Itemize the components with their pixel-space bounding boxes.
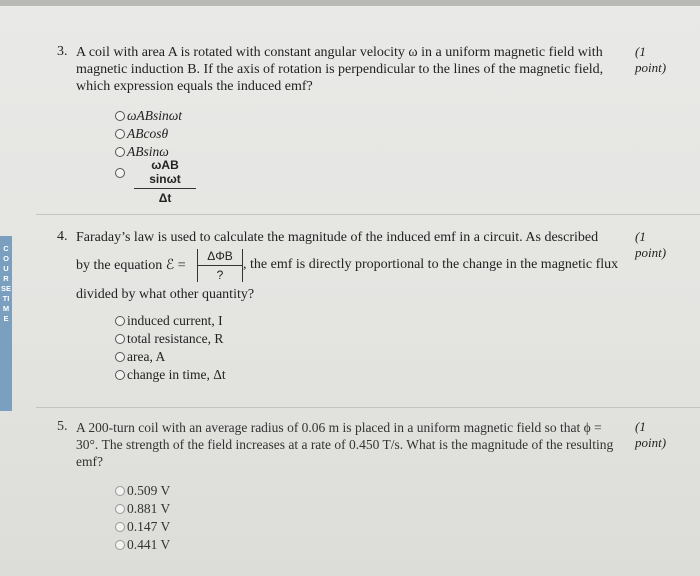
question-number: 3. bbox=[57, 44, 68, 59]
question-3 bbox=[57, 44, 667, 209]
equation-suffix: , the emf is directly proportional to the change in the magnetic flux bbox=[243, 257, 619, 272]
question-5 bbox=[57, 419, 667, 559]
answer-option[interactable] bbox=[115, 349, 165, 365]
fraction-bar bbox=[134, 188, 196, 189]
answer-option[interactable] bbox=[115, 313, 223, 329]
equation-numerator: ΔΦB bbox=[207, 249, 233, 263]
answer-label: area, A bbox=[127, 349, 166, 364]
answer-label: 0.509 V bbox=[127, 483, 171, 498]
answer-option[interactable] bbox=[115, 331, 223, 347]
answer-label: ABsinω bbox=[127, 144, 169, 159]
radio-button-icon[interactable] bbox=[115, 352, 125, 362]
fraction-expression bbox=[134, 158, 196, 205]
radio-button-icon[interactable] bbox=[115, 168, 125, 178]
radio-button-icon[interactable] bbox=[115, 129, 125, 139]
course-sidebar-label: COURSE TIME bbox=[1, 244, 12, 323]
question-4 bbox=[57, 229, 667, 399]
question-number: 4. bbox=[57, 229, 68, 244]
answer-option[interactable] bbox=[115, 108, 182, 124]
question-divider bbox=[36, 407, 700, 408]
equation-fraction bbox=[197, 249, 243, 282]
answer-option[interactable] bbox=[115, 483, 170, 499]
fraction-bar bbox=[198, 265, 242, 266]
radio-button-icon[interactable] bbox=[115, 147, 125, 157]
question-text: A 200-turn coil with an average radius of 0.06 m is placed in a uniform magnetic field so that ϕ = 30°. The strength of the field increases at a rate of 0.450 T/s. What is the magnitude of the resulting emf? bbox=[76, 420, 614, 469]
radio-button-icon[interactable] bbox=[115, 111, 125, 121]
answer-option[interactable] bbox=[115, 519, 170, 535]
equation-denominator: ? bbox=[216, 268, 224, 282]
question-points: (1 point) bbox=[635, 44, 667, 75]
fraction-denominator: Δt bbox=[158, 191, 172, 205]
answer-label: 0.147 V bbox=[127, 519, 171, 534]
fraction-numerator: ωAB sinωt bbox=[149, 158, 181, 186]
quiz-page bbox=[0, 6, 700, 576]
radio-button-icon[interactable] bbox=[115, 316, 125, 326]
answer-label: ωABsinωt bbox=[127, 108, 183, 123]
question-text-line-3: divided by what other quantity? bbox=[76, 287, 255, 302]
answer-label: total resistance, R bbox=[127, 331, 224, 346]
answer-label: induced current, I bbox=[127, 313, 223, 328]
answer-option[interactable] bbox=[115, 367, 226, 383]
question-number: 5. bbox=[57, 419, 68, 434]
radio-button-icon[interactable] bbox=[115, 522, 125, 532]
question-points: (1 point) bbox=[635, 419, 667, 450]
answer-option[interactable] bbox=[115, 537, 170, 553]
radio-button-icon[interactable] bbox=[115, 504, 125, 514]
answer-label: 0.441 V bbox=[127, 537, 171, 552]
answer-option[interactable] bbox=[115, 126, 168, 142]
radio-button-icon[interactable] bbox=[115, 370, 125, 380]
answer-label: ABcosθ bbox=[127, 126, 169, 141]
radio-button-icon[interactable] bbox=[115, 334, 125, 344]
equation-prefix: by the equation ℰ = bbox=[76, 258, 186, 273]
answer-label: change in time, Δt bbox=[127, 367, 226, 382]
answer-label: 0.881 V bbox=[127, 501, 171, 516]
radio-button-icon[interactable] bbox=[115, 486, 125, 496]
radio-button-icon[interactable] bbox=[115, 540, 125, 550]
question-text-line-1: Faraday’s law is used to calculate the magnitude of the induced emf in a circuit. As described bbox=[76, 230, 599, 245]
answer-option[interactable] bbox=[115, 501, 170, 517]
answer-option-fraction[interactable] bbox=[115, 168, 127, 178]
question-divider bbox=[36, 214, 700, 215]
question-points: (1 point) bbox=[635, 229, 667, 260]
question-text: A coil with area A is rotated with constant angular velocity ω in a uniform magnetic field with magnetic induction B. If the axis of rotation is perpendicular to the lines of the magnetic field, which expression equals the induced emf? bbox=[76, 45, 604, 94]
